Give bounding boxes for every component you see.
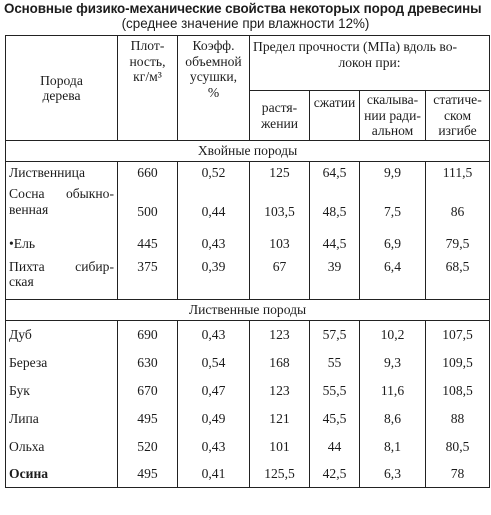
shrinkage-cell: 0,43 — [178, 321, 250, 349]
header-density-line: кг/м³ — [133, 69, 162, 84]
table-row — [6, 461, 490, 488]
header-shear-line: альном — [371, 123, 414, 139]
shear-cell: 6,9 — [360, 220, 426, 256]
shrinkage-cell: 0,54 — [178, 349, 250, 377]
shear-cell: 6,3 — [360, 461, 426, 488]
density-cell: 495 — [118, 405, 178, 433]
shear-cell: 9,9 — [360, 162, 426, 184]
species-name — [6, 256, 118, 300]
header-shrinkage-line: объемной — [185, 53, 242, 69]
compression-cell: 57,5 — [310, 321, 360, 349]
density-cell: 495 — [118, 461, 178, 488]
species-name: Ольха — [6, 433, 118, 461]
table-row — [6, 405, 490, 433]
tension-cell: 125 — [250, 162, 310, 184]
density-cell: 670 — [118, 377, 178, 405]
table-row — [6, 184, 490, 220]
header-bending-line: изгибе — [438, 123, 477, 139]
wood-properties-table — [5, 35, 490, 488]
shear-cell: 10,2 — [360, 321, 426, 349]
header-tension — [250, 91, 310, 141]
bending-cell: 79,5 — [426, 220, 490, 256]
header-bending-line: статиче- — [433, 92, 482, 108]
compression-cell: 42,5 — [310, 461, 360, 488]
bending-cell: 86 — [426, 184, 490, 220]
tension-cell: 67 — [250, 256, 310, 300]
species-name: Бук — [6, 377, 118, 405]
species-name: Осина — [6, 461, 118, 488]
header-density-line: Плот- — [130, 38, 165, 53]
compression-cell: 55,5 — [310, 377, 360, 405]
species-name-part: Сосна — [9, 186, 45, 201]
tension-cell: 168 — [250, 349, 310, 377]
tension-cell: 101 — [250, 433, 310, 461]
header-shrinkage-line: усушки, — [189, 69, 238, 84]
header-density — [118, 36, 178, 141]
tension-cell: 103,5 — [250, 184, 310, 220]
header-shrinkage-line: % — [207, 84, 220, 100]
tension-cell: 121 — [250, 405, 310, 433]
compression-cell: 45,5 — [310, 405, 360, 433]
shear-cell: 6,4 — [360, 256, 426, 300]
species-name: Липа — [6, 405, 118, 433]
shear-cell: 8,6 — [360, 405, 426, 433]
compression-cell: 48,5 — [310, 184, 360, 220]
header-shear-line: скалыва- — [366, 92, 419, 108]
species-name — [6, 184, 118, 220]
bending-cell: 108,5 — [426, 377, 490, 405]
compression-cell: 39 — [310, 256, 360, 300]
compression-cell: 64,5 — [310, 162, 360, 184]
shrinkage-cell: 0,39 — [178, 256, 250, 300]
header-species — [6, 36, 118, 141]
compression-cell: 44 — [310, 433, 360, 461]
bending-cell: 78 — [426, 461, 490, 488]
header-tension-line: растя- — [261, 100, 298, 115]
species-name: Дуб — [6, 321, 118, 349]
density-cell: 690 — [118, 321, 178, 349]
compression-cell: 44,5 — [310, 220, 360, 256]
table-row — [6, 377, 490, 405]
bending-cell: 80,5 — [426, 433, 490, 461]
header-shrinkage-line: Коэфф. — [192, 38, 235, 53]
species-name-part: ская — [9, 274, 34, 289]
shrinkage-cell: 0,43 — [178, 220, 250, 256]
species-name: Береза — [6, 349, 118, 377]
shrinkage-cell: 0,44 — [178, 184, 250, 220]
header-bending-line: ском — [443, 107, 472, 123]
bending-cell: 109,5 — [426, 349, 490, 377]
shear-cell: 11,6 — [360, 377, 426, 405]
density-cell: 660 — [118, 162, 178, 184]
shear-cell: 9,3 — [360, 349, 426, 377]
header-strength-group — [250, 36, 490, 91]
header-tension-line: жении — [260, 115, 299, 131]
table-row — [6, 256, 490, 300]
section-label: Лиственные породы — [6, 300, 490, 321]
bending-cell: 88 — [426, 405, 490, 433]
bending-cell: 68,5 — [426, 256, 490, 300]
species-name: •Ель — [6, 220, 118, 256]
shrinkage-cell: 0,43 — [178, 433, 250, 461]
tension-cell: 123 — [250, 321, 310, 349]
table-row — [6, 220, 490, 256]
shrinkage-cell: 0,41 — [178, 461, 250, 488]
header-strength-line: Предел прочности (МПа) вдоль во- — [253, 39, 458, 54]
shrinkage-cell: 0,49 — [178, 405, 250, 433]
species-name-part: венная — [9, 201, 49, 217]
document-title: Основные физико-механические свойства некоторых пород древесины — [4, 1, 482, 16]
table-row — [6, 162, 490, 184]
header-density-line: ность, — [129, 53, 166, 69]
bending-cell: 111,5 — [426, 162, 490, 184]
header-shrinkage — [178, 36, 250, 141]
header-bending — [426, 91, 490, 141]
density-cell: 630 — [118, 349, 178, 377]
header-compression: сжатии — [310, 91, 360, 141]
bending-cell: 107,5 — [426, 321, 490, 349]
tension-cell: 125,5 — [250, 461, 310, 488]
header-species-line: Порода — [40, 72, 83, 88]
species-name-part: Пихта — [9, 258, 45, 274]
density-cell: 445 — [118, 220, 178, 256]
header-shear — [360, 91, 426, 141]
document-subtitle: (среднее значение при влажности 12%) — [121, 16, 370, 31]
header-strength-line: локон при: — [338, 54, 401, 70]
shear-cell: 7,5 — [360, 184, 426, 220]
shrinkage-cell: 0,52 — [178, 162, 250, 184]
header-shear-line: нии ради- — [364, 107, 421, 123]
section-label: Хвойные породы — [6, 141, 490, 162]
table-row — [6, 349, 490, 377]
species-name-part: сибир- — [75, 258, 114, 274]
density-cell: 520 — [118, 433, 178, 461]
table-row — [6, 321, 490, 349]
shear-cell: 8,1 — [360, 433, 426, 461]
species-name: Лиственница — [6, 162, 118, 184]
header-species-line: дерева — [42, 88, 81, 103]
table-row — [6, 433, 490, 461]
species-name-part: обыкно- — [65, 186, 114, 201]
tension-cell: 123 — [250, 377, 310, 405]
tension-cell: 103 — [250, 220, 310, 256]
density-cell: 375 — [118, 256, 178, 300]
shrinkage-cell: 0,47 — [178, 377, 250, 405]
compression-cell: 55 — [310, 349, 360, 377]
density-cell: 500 — [118, 184, 178, 220]
